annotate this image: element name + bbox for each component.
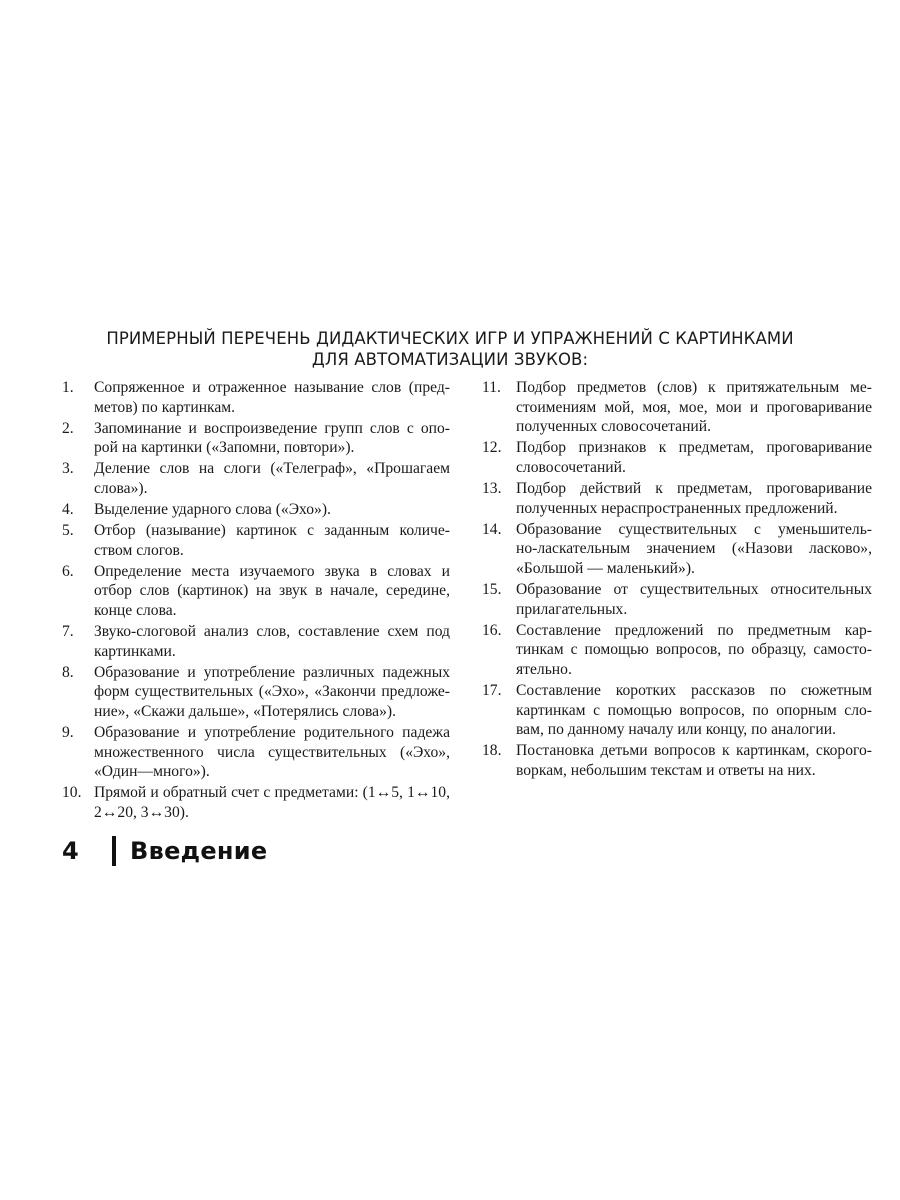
right-column-list [482,378,872,782]
item-number: 16. [482,621,502,639]
item-text-line: «Большой — маленький»). [516,559,695,577]
item-text-line: Составление предложений по предметным кар- [516,621,872,639]
item-text-line: словосочетаний. [516,458,626,476]
list-item [482,681,872,740]
item-text-line: полученных нераспространенных предложений. [516,499,838,517]
item-text-line: отбор слов (картинок) на звук в начале, середине, [94,582,450,600]
list-item [62,622,450,661]
list-item [482,520,872,579]
item-text-line: Запоминание и воспроизведение групп слов с опо- [94,419,450,437]
item-text-line: прилагательных. [516,600,628,618]
item-number: 14. [482,520,502,538]
item-text-line: ние», «Скажи дальше», «Потерялись слова»). [94,703,396,720]
item-text-line: Составление коротких рассказов по сюжетным [516,681,872,699]
page-number: 4 [62,837,79,865]
item-text [516,621,872,680]
item-text-line: стоимениям мой, моя, мое, мои и проговаривание [516,398,872,416]
item-text [94,378,450,417]
list-item [482,479,872,518]
item-text-line: тинкам с помощью вопросов, по образцу, самосто- [516,641,872,659]
item-number: 10. [62,784,82,802]
list-item [62,419,450,458]
item-text [516,520,872,579]
item-text [516,580,872,619]
item-number: 5. [62,522,74,540]
item-text-line: Образование существительных с уменьшитель- [516,520,872,538]
heading-line-2: ДЛЯ АВТОМАТИЗАЦИИ ЗВУКОВ: [311,350,589,369]
item-number: 2. [62,419,74,437]
item-text-line: множественного числа существительных («Эхо», [94,743,450,761]
item-text-line: 2↔20, 3↔30). [94,803,189,821]
item-text-line: Подбор предметов (слов) к притяжательным ме- [516,379,872,396]
item-number: 9. [62,724,74,742]
item-text-line: ством слогов. [94,541,184,559]
list-item [482,378,872,437]
list-item [62,500,450,520]
item-text-line: Образование и употребление различных падежных [94,663,450,681]
item-number: 13. [482,479,502,497]
item-text-line: полученных словосочетаний. [516,418,712,436]
item-text-line: вам, по данному началу или концу, по аналогии. [516,721,837,739]
item-text-line: но-ласкательным значением («Назови ласково», [516,540,872,558]
item-number: 12. [482,439,502,457]
list-item [482,621,872,680]
item-text-line: воркам, небольшим текстам и ответы на них. [516,761,816,779]
item-text [94,562,450,621]
item-text [516,681,872,740]
list-item [62,521,450,560]
item-text-line: Подбор действий к предметам, проговаривание [516,479,872,497]
item-text-line: Образование и употребление родительного падежа [94,724,450,742]
item-text-line: рой на картинки («Запомни, повтори»). [94,439,355,457]
item-text-line: форм существительных («Эхо», «Закончи предложе- [94,683,450,701]
item-text [516,741,872,780]
item-text [94,419,450,458]
list-item [482,741,872,780]
heading-line-1: ПРИМЕРНЫЙ ПЕРЕЧЕНЬ ДИДАКТИЧЕСКИХ ИГР И УПРАЖНЕНИЙ С КАРТИНКАМИ [106,329,794,348]
item-text [94,521,450,560]
list-heading [60,328,840,370]
item-text-line: Выделение ударного слова («Эхо»). [94,501,331,519]
list-item [482,580,872,619]
item-number: 7. [62,623,74,641]
item-text-line: метов) по картинкам. [94,398,236,416]
section-title: Введение [130,837,268,865]
item-text-line: картинкам с помощью вопросов, по опорным сло- [516,701,872,719]
list-item [62,663,450,722]
item-text-line: картинками. [94,642,176,660]
item-text-line: Отбор (называние) картинок с заданным количе- [94,522,450,540]
item-text [94,500,450,520]
item-text [516,378,872,437]
list-item [62,723,450,782]
item-text [94,459,450,498]
item-text-line: Прямой и обратный счет с предметами: (1↔5, 1↔10, [94,784,450,802]
item-text [94,783,450,822]
item-number: 4. [62,501,74,519]
item-text [94,723,450,782]
list-item [62,459,450,498]
item-text-line: Сопряженное и отраженное называние слов (пред- [94,379,450,396]
left-column-list [62,378,450,824]
footer-divider [112,836,116,866]
item-text-line: Звуко-слоговой анализ слов, составление схем под [94,623,450,641]
item-number: 18. [482,742,502,760]
item-text [94,622,450,661]
item-text-line: слова»). [94,479,148,497]
item-text-line: Постановка детьми вопросов к картинкам, скорого- [516,742,872,760]
item-text-line: конце слова. [94,602,177,620]
item-text-line: ятельно. [516,660,572,678]
item-number: 6. [62,562,74,580]
item-number: 11. [482,379,501,396]
item-number: 17. [482,681,502,699]
item-number: 3. [62,460,74,478]
item-text-line: Подбор признаков к предметам, проговаривание [516,439,872,457]
item-text [94,663,450,722]
item-text-line: «Один—много»). [94,763,210,781]
item-text-line: Деление слов на слоги («Телеграф», «Прошагаем [94,460,450,478]
list-item [62,562,450,621]
list-item [62,783,450,822]
item-text-line: Определение места изучаемого звука в словах и [94,562,450,580]
item-text [516,438,872,477]
item-text [516,479,872,518]
page-footer [62,834,268,868]
list-item [62,378,450,417]
item-number: 8. [62,663,74,681]
item-number: 15. [482,580,502,598]
item-number: 1. [62,379,74,396]
item-text-line: Образование от существительных относительных [516,580,872,598]
list-item [482,438,872,477]
